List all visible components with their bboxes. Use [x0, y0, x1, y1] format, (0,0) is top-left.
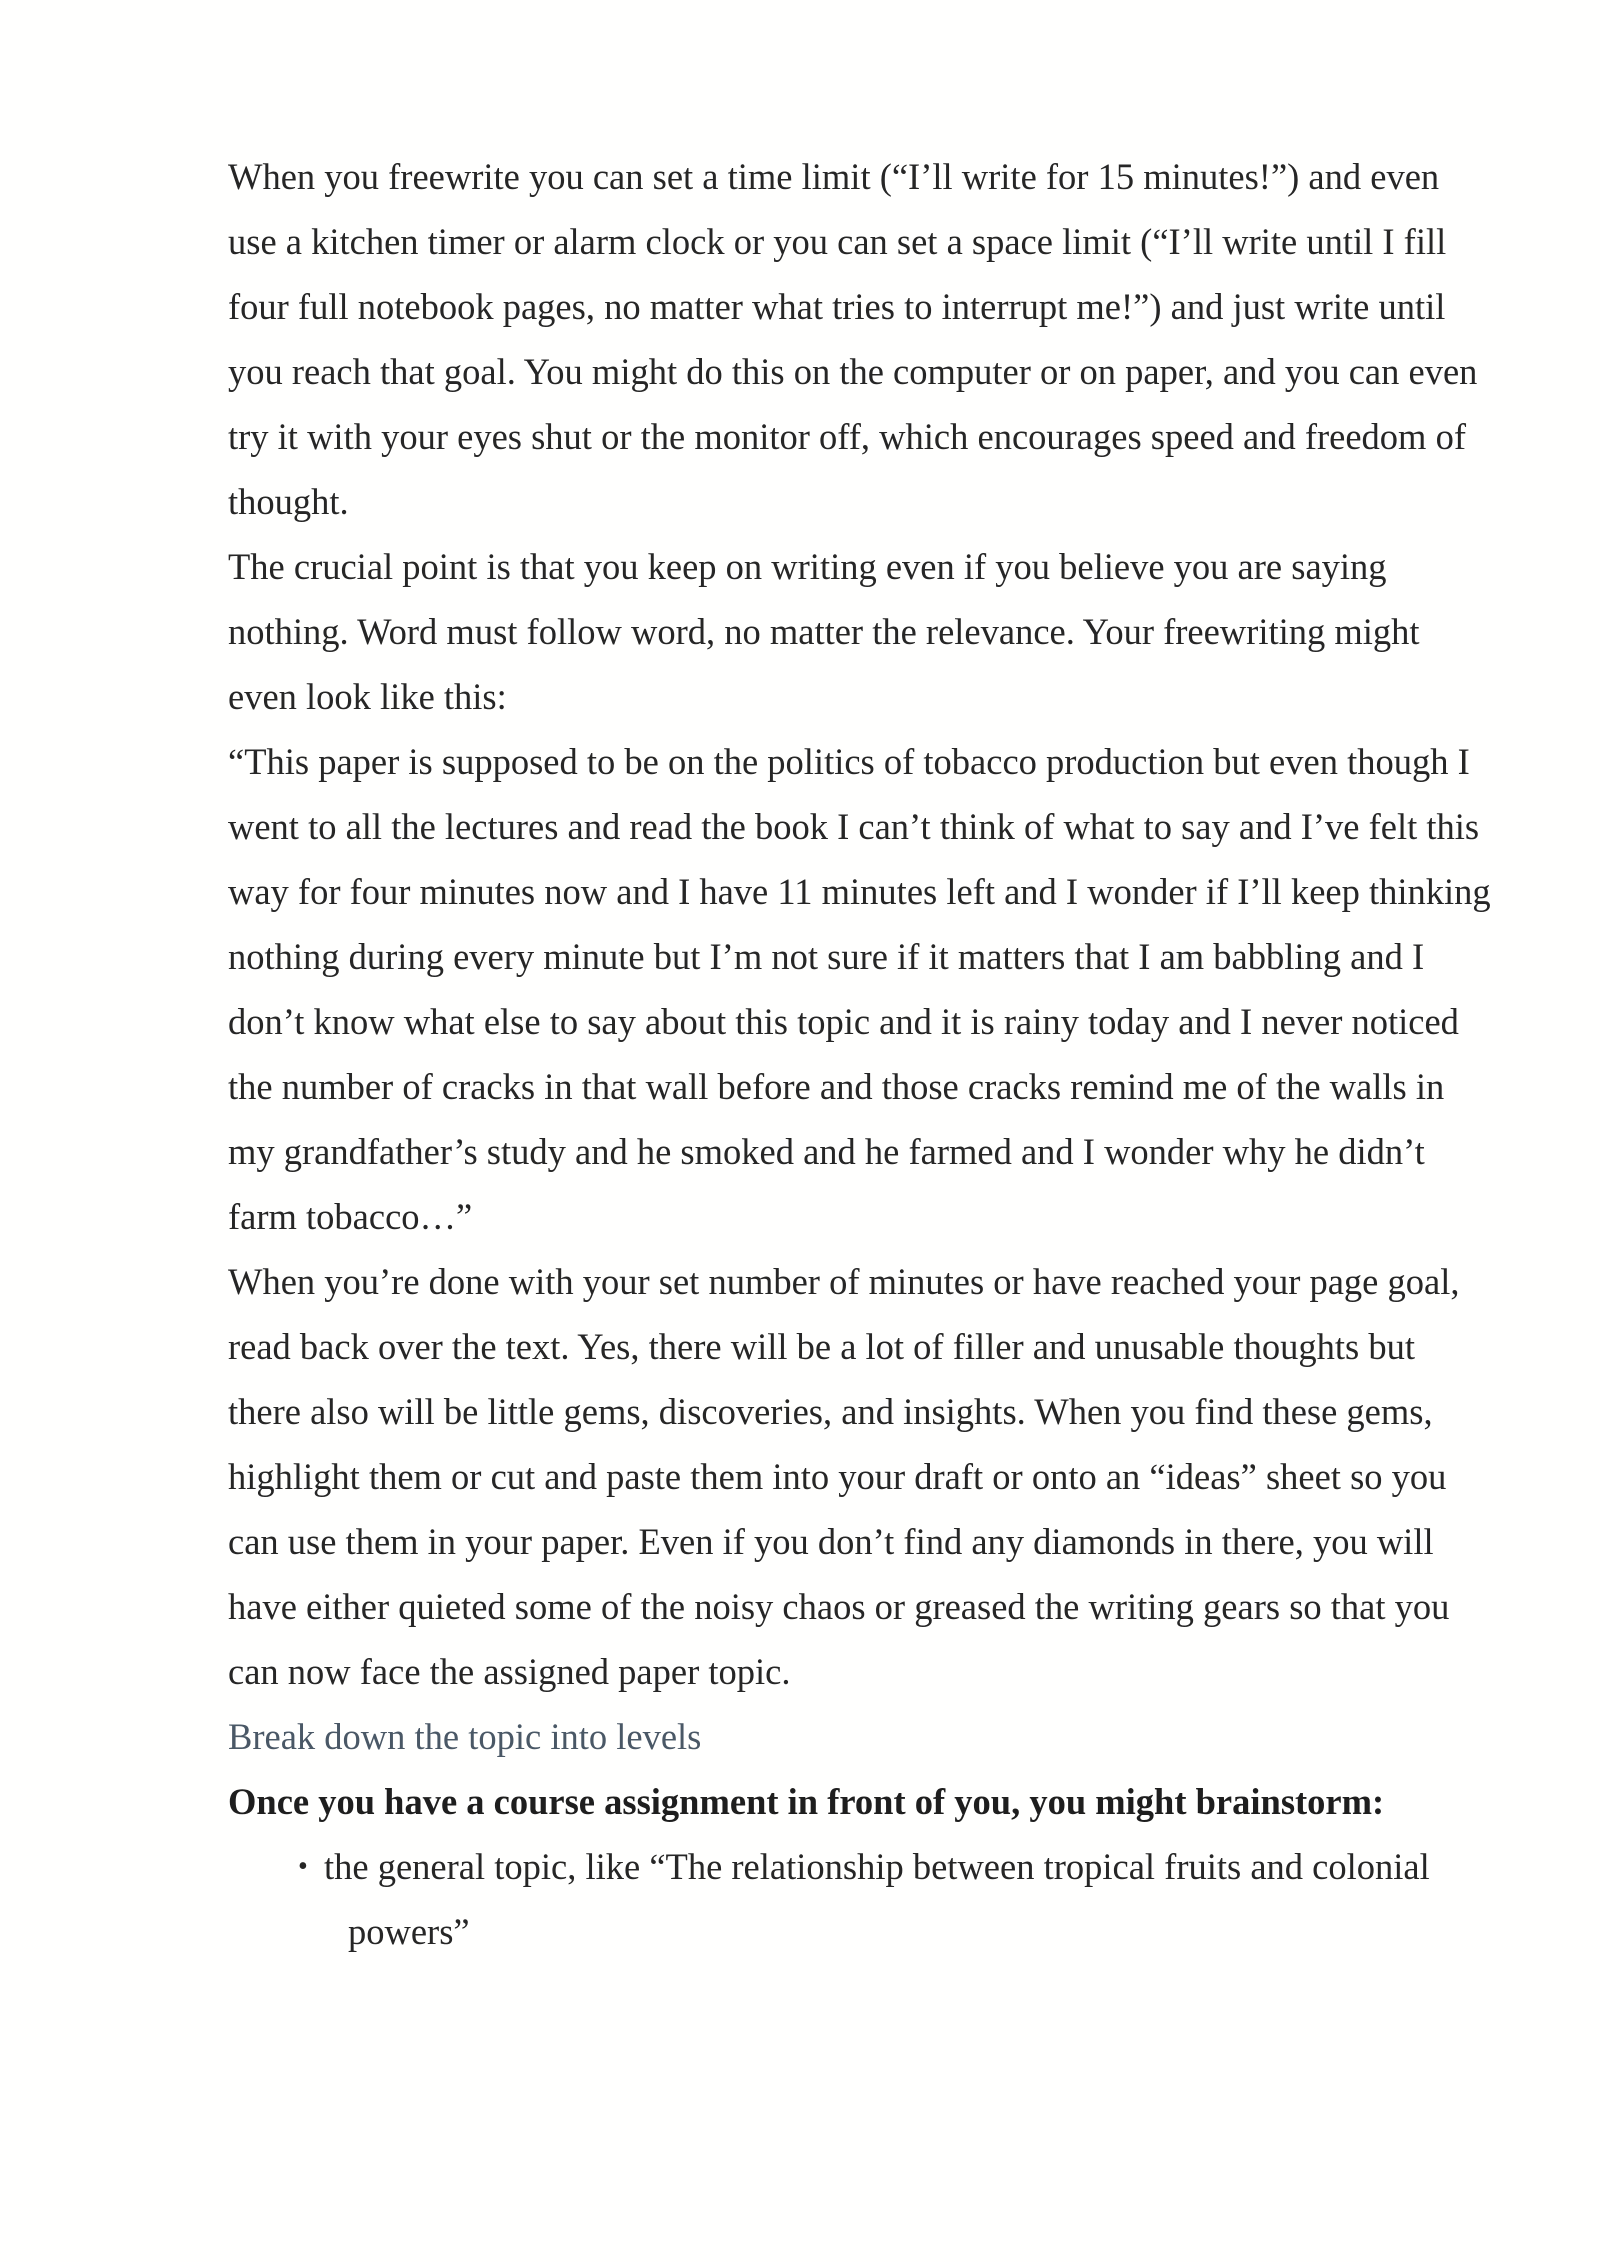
document-body: [228, 144, 1496, 1964]
list-item-first-line: the general topic, like “The relationship between tropical fruits and colonial: [324, 1846, 1430, 1887]
paragraph-crucial-point: The crucial point is that you keep on writing even if you believe you are saying nothing. Word must follow word, no matter the relevance. Your freewriting might even look like this:: [228, 546, 1420, 717]
paragraph-read-back: When you’re done with your set number of minutes or have reached your page goal, read back over the text. Yes, there will be a lot of filler and unusable thoughts but there also will be little gems, discoveries, and insights. When you find these gems, highlight them or cut and paste them into your draft or onto an “ideas” sheet so you can use them in your paper. Even if you don’t find any diamonds in there, you will have either quieted some of the noisy chaos or greased the writing gears so that you can now face the assigned paper topic.: [228, 1261, 1460, 1692]
list-item: [298, 1834, 1496, 1964]
brainstorm-intro: Once you have a course assignment in front of you, you might brainstorm:: [228, 1781, 1385, 1822]
list-item-continuation: powers”: [348, 1911, 470, 1952]
section-subheading: Break down the topic into levels: [228, 1716, 702, 1757]
bullet-icon: •: [298, 1851, 308, 1882]
paragraph-freewriting-example: “This paper is supposed to be on the politics of tobacco production but even though I went to all the lectures and read the book I can’t think of what to say and I’ve felt this way for four minutes now and I have 11 minutes left and I wonder if I’ll keep thinking nothing during every minute but I’m not sure if it matters that I am babbling and I don’t know what else to say about this topic and it is rainy today and I never noticed the number of cracks in that wall before and those cracks remind me of the walls in my grandfather’s study and he smoked and he farmed and I wonder why he didn’t farm tobacco…”: [228, 741, 1491, 1237]
paragraph-freewrite-limits: When you freewrite you can set a time limit (“I’ll write for 15 minutes!”) and even use a kitchen timer or alarm clock or you can set a space limit (“I’ll write until I fill four full notebook pages, no matter what tries to interrupt me!”) and just write until you reach that goal. You might do this on the computer or on paper, and you can even try it with your eyes shut or the monitor off, which encourages speed and freedom of thought.: [228, 156, 1478, 522]
brainstorm-list: [228, 1834, 1496, 1964]
